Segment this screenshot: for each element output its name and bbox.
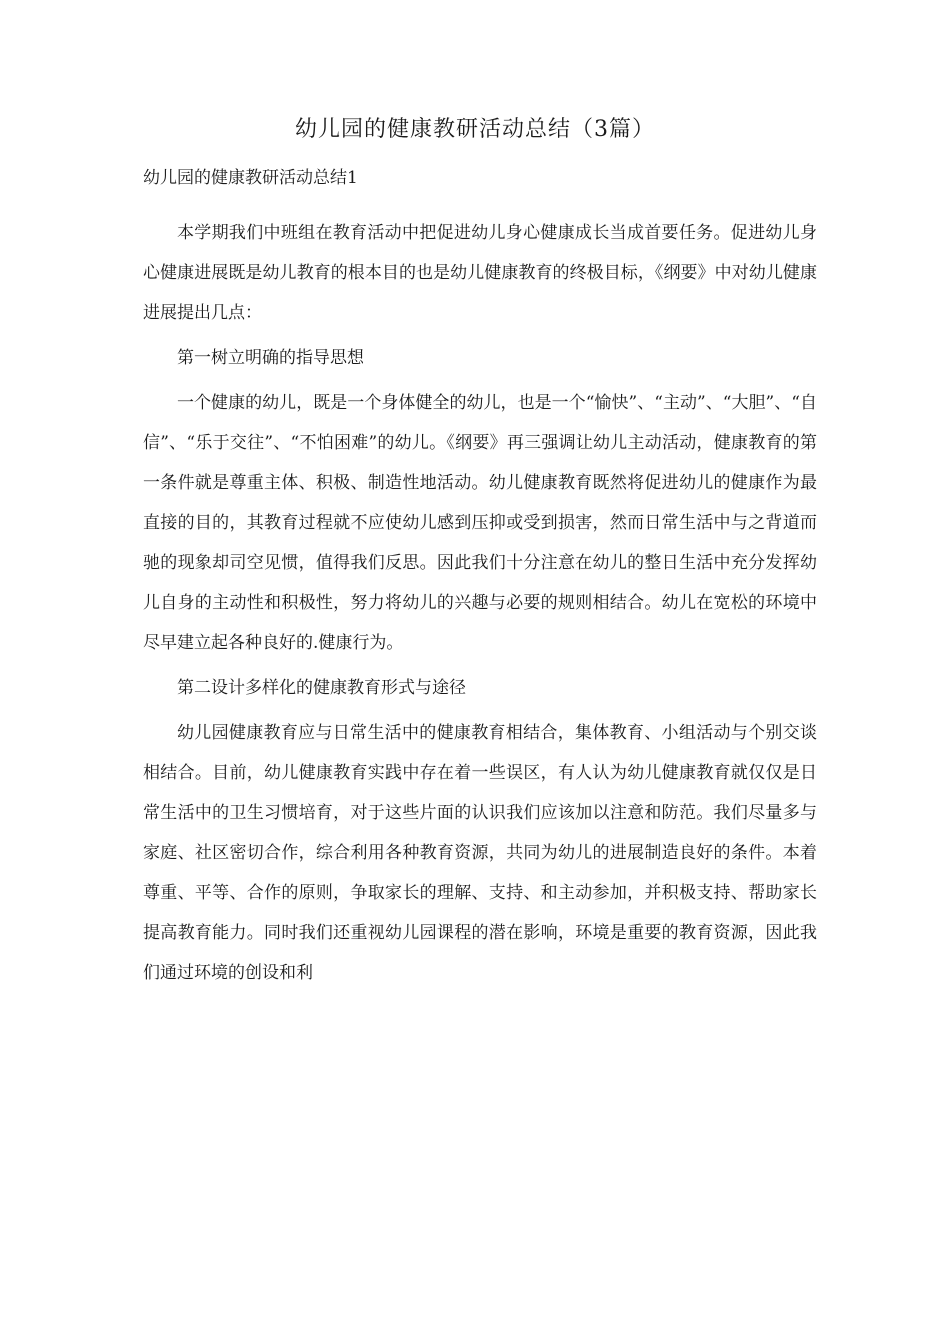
section2-heading: 第二设计多样化的健康教育形式与途径 bbox=[177, 678, 466, 698]
section1-heading: 第一树立明确的指导思想 bbox=[177, 348, 364, 368]
section2-paragraph: 幼儿园健康教育应与日常生活中的健康教育相结合，集体教育、小组活动与个别交谈相结合。目前，幼儿健康教育实践中存在着一些误区，有人认为幼儿健康教育就仅仅是日常生活中的卫生习惯培育，对于这些片面的认识我们应该加以注意和防范。我们尽量多与家庭、社区密切合作，综合利用各种教育资源，共同为幼儿的进展制造良好的条件。本着尊重、平等、合作的原则，争取家长的理解、支持、和主动参加，并积极支持、帮助家长提高教育能力。同时我们还重视幼儿园课程的潜在影响，环境是重要的教育资源，因此我们通过环境的创设和利 bbox=[143, 723, 817, 983]
document-title: 幼儿园的健康教研活动总结（3篇） bbox=[295, 117, 655, 142]
section1-paragraph: 一个健康的幼儿，既是一个身体健全的幼儿，也是一个“愉快”、“主动”、“大胆”、“自信”、“乐于交往”、“不怕困难”的幼儿。《纲要》再三强调让幼儿主动活动，健康教育的第一条件就是尊重主体、积极、制造性地活动。幼儿健康教育既然将促进幼儿的健康作为最直接的目的，其教育过程就不应使幼儿感到压抑或受到损害，然而日常生活中与之背道而驰的现象却司空见惯，值得我们反思。因此我们十分注意在幼儿的整日生活中充分发挥幼儿自身的主动性和积极性，努力将幼儿的兴趣与必要的规则相结合。幼儿在宽松的环境中尽早建立起各种良好的.健康行为。 bbox=[143, 393, 817, 653]
intro-paragraph: 本学期我们中班组在教育活动中把促进幼儿身心健康成长当成首要任务。促进幼儿身心健康进展既是幼儿教育的根本目的也是幼儿健康教育的终极目标，《纲要》中对幼儿健康进展提出几点： bbox=[143, 223, 817, 323]
document-subtitle: 幼儿园的健康教研活动总结1 bbox=[143, 168, 358, 188]
document-body bbox=[143, 213, 817, 993]
